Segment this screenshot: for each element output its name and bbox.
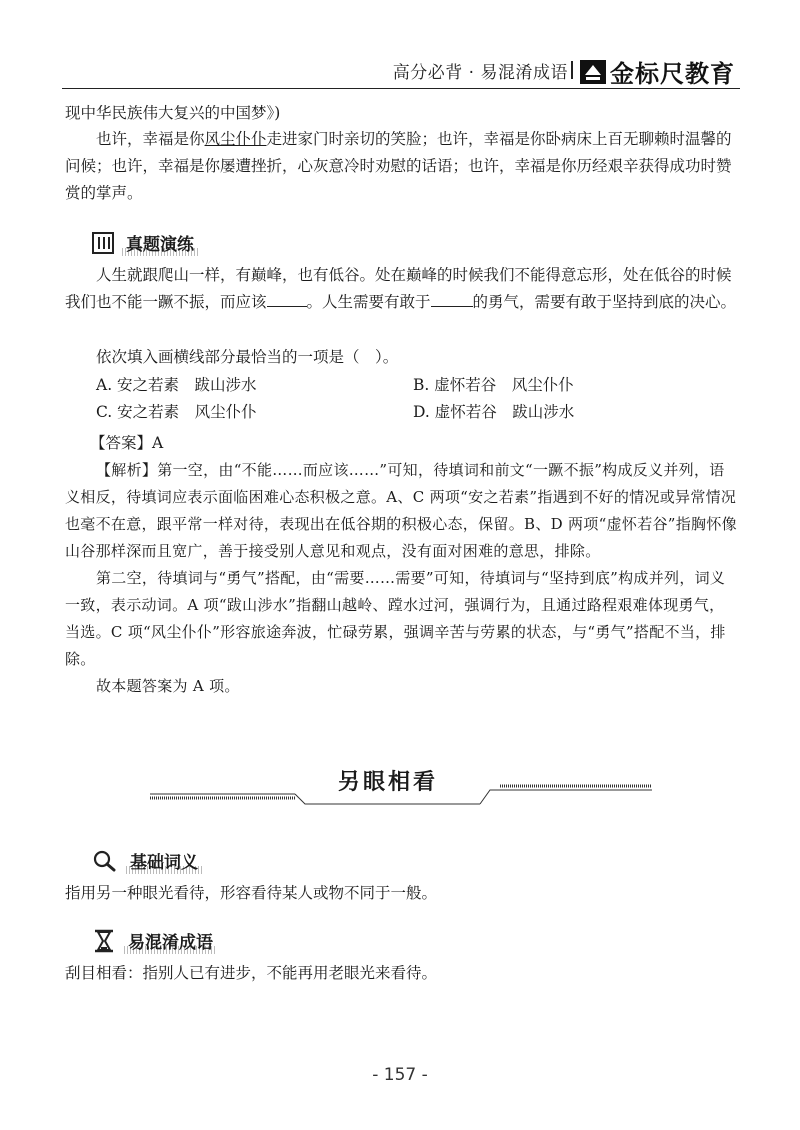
intro-underlined-idiom: 风尘仆仆 (204, 130, 267, 148)
options-row (96, 399, 736, 426)
header-separator (571, 61, 573, 79)
idiom-title: 另眼相看 (338, 769, 439, 795)
header-rule (62, 88, 740, 89)
intro-line: 现中华民族伟大复兴的中国梦》) (65, 104, 281, 122)
exercise-section-title (92, 230, 198, 255)
option-d: D. 虚怀若谷 跋山涉水 (413, 403, 575, 421)
question-part-2: 。人生需要有敢于 (306, 293, 431, 311)
brand-name: 金标尺教育 (610, 60, 735, 88)
brand-logo-icon (580, 60, 606, 84)
page-number: - 157 - (372, 1065, 428, 1085)
confuse-meaning: 刮目相看：指别人已有进步，不能再用老眼光来看待。 (65, 964, 438, 982)
option-b: B. 虚怀若谷 风尘仆仆 (413, 376, 574, 394)
question-part-1: 人生就跟爬山一样，有巅峰，也有低谷。处在巅峰的时候我们不能得意忘形，处在低谷的时候我们也不能一蹶不振，而应该 (65, 266, 732, 311)
question-part-3: 的勇气，需要有敢于坚持到底的决心。 (472, 293, 737, 311)
basic-meaning: 指用另一种眼光看待，形容看待某人或物不同于一般。 (65, 884, 438, 902)
brand-logo (580, 54, 735, 89)
header-title: 高分必背 · 易混淆成语 (392, 63, 568, 83)
basic-title: 基础词义 (126, 848, 202, 873)
analysis-paragraph-1: 【解析】第一空，由“不能……而应该……”可知，待填词和前文“一蹶不振”构成反义并列，语义相反，待填词应表示面临困难心态积极之意。A、C 两项“安之若素”指遇到不好的情况或异常情况也毫不在意，跟平常一样对待，表现出在低谷期的积极心态，保留。B、D 两项“虚怀若谷”指胸怀像山谷那样深而且宽广，善于接受别人意见和观点，没有面对困难的意思，排除。 (65, 461, 737, 560)
blank-1 (267, 292, 307, 307)
options-list (96, 372, 736, 426)
options-row (96, 372, 736, 399)
intro-prefix: 也许，幸福是你 (96, 130, 205, 148)
option-a: A. 安之若素 跋山涉水 (96, 376, 257, 394)
basic-section-title (92, 848, 202, 873)
exercise-question (65, 262, 739, 316)
analysis-paragraph-2: 第二空，待填词与“勇气”搭配，由“需要……需要”可知，待填词与“坚持到底”构成并列，词义一致，表示动词。A 项“跋山涉水”指翻山越岭、蹚水过河，强调行为，且通过路程艰难体现勇气，当选。C 项“风尘仆仆”形容旅途奔波，忙碌劳累，强调辛苦与劳累的状态，与“勇气”搭配不当，排除。 (65, 569, 726, 668)
intro-paragraph (65, 126, 739, 207)
option-c: C. 安之若素 风尘仆仆 (96, 403, 257, 421)
exercise-title: 真题演练 (122, 230, 198, 255)
intro-rest: 走进家门时亲切的笑脸；也许，幸福是你卧病床上百无聊赖时温馨的问候；也许，幸福是你屡遭挫折，心灰意冷时劝慰的话语；也许，幸福是你历经艰辛获得成功时赞赏的掌声。 (65, 130, 732, 202)
confuse-title: 易混淆成语 (124, 928, 217, 953)
hourglass-icon (92, 929, 116, 953)
confuse-section-title (92, 928, 217, 953)
answer: 【答案】A (90, 434, 164, 452)
magnifier-icon (92, 849, 118, 873)
exercise-icon (92, 232, 114, 254)
exercise-prompt: 依次填入画横线部分最恰当的一项是（ ）。 (96, 348, 399, 366)
analysis-conclusion: 故本题答案为 A 项。 (96, 677, 240, 695)
blank-2 (431, 292, 473, 307)
